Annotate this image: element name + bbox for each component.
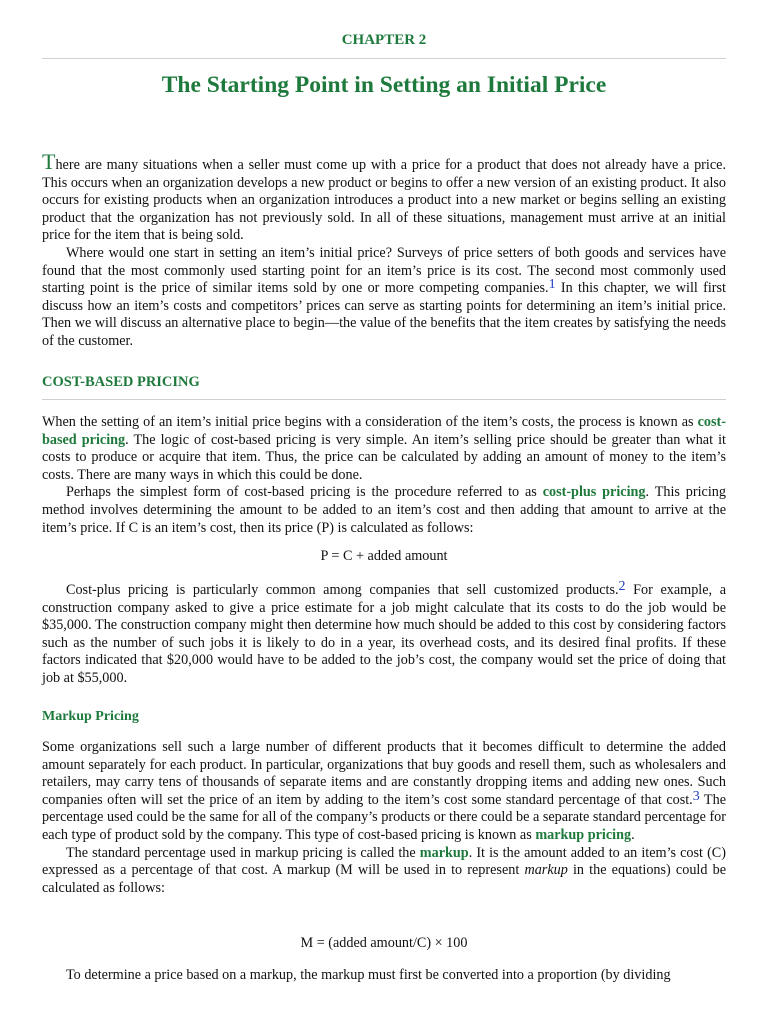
- term-cost-based-pricing: cost-based pricing: [42, 414, 726, 448]
- markup-paragraph-2: The standard percentage used in markup pricing is called the markup. It is the amount added to an item’s cost (C) expressed as a percentage of that cost. A markup (M will be used in to represent markup in the equations) could be calculated as follows:: [42, 844, 726, 896]
- cost-plus-text: [42, 579, 726, 688]
- chapter-title: The Starting Point in Setting an Initial Price: [161, 72, 607, 98]
- section-divider: [42, 399, 726, 400]
- section-heading-cost-based: COST-BASED PRICING: [42, 374, 200, 390]
- header-divider: [42, 58, 726, 59]
- markup-text: [42, 739, 726, 897]
- markup-paragraph-3: To determine a price based on a markup, the markup must first be converted into a proportion (by dividing: [66, 967, 671, 983]
- term-markup-pricing: markup pricing: [535, 826, 632, 843]
- intro-section: [42, 149, 726, 351]
- cost-based-paragraph-1: When the setting of an item’s initial price begins with a consideration of the item’s costs, the process is known as cost-based pricing. The logic of cost-based pricing is very simple. An item’s selling price should be greater than what it costs to produce or acquire that item. Thus, the price can be calculated by adding an amount of money to the item’s costs. There are many ways in which this could be done.: [42, 414, 726, 483]
- subsection-heading-markup: Markup Pricing: [42, 709, 139, 724]
- drop-cap: T: [42, 149, 56, 174]
- cost-based-paragraph-2: Perhaps the simplest form of cost-based pricing is the procedure referred to as cost-plus pricing. This pricing method involves determining the amount to be added to an item’s cost and then adding that amount to arrive at the item’s price. If C is an item’s cost, then its price (P) is calculated as follows:: [42, 484, 726, 536]
- footnote-ref-1[interactable]: 1: [548, 277, 556, 293]
- term-markup: markup: [419, 844, 469, 861]
- term-cost-plus-pricing: cost-plus pricing: [542, 484, 646, 501]
- italic-markup: markup: [524, 862, 568, 879]
- markup-continuation: [42, 967, 726, 985]
- cost-based-text: [42, 414, 726, 537]
- intro-paragraph-2: Where would one start in setting an item’s initial price? Surveys of price setters of both goods and services have found that the most commonly used starting point for an item’s price is its cost. The second most commonly used starting point is the price of similar items sold by one or more competing companies.$^1$ In this chapter, we will first discuss how an item’s costs and competitors’ prices can serve as starting points for determining an item’s initial price. Then we will discuss an alternative place to begin—the value of the benefits that the item creates by satisfying the needs of the customer.: [42, 244, 726, 349]
- markup-paragraph-1: Some organizations sell such a large number of different products that it becomes difficult to determine the added amount separately for each product. In particular, organizations that buy goods and resell them, such as wholesalers and retailers, may carry tens of thousands of separate items and are constantly dropping items and adding new ones. Such companies often will set the price of an item by adding to the item’s cost some standard percentage of that cost.$^3$ The percentage used could be the same for all of the company’s products or there could be a separate standard percentage for each type of product sold by the company. This type of cost-based pricing is known as markup pricing.: [42, 739, 726, 843]
- footnote-ref-2[interactable]: 2: [618, 579, 626, 594]
- intro-paragraph-1: There are many situations when a seller must come up with a price for a product that does not already have a price. This occurs when an organization develops a new product or begins to offer a new version of an existing product. It also occurs for existing products when an organization introduces a product into a new market or begins selling an existing product that the organization has not previously sold. In all of these situations, management must arrive at an initial price for the item that is being sold.: [42, 149, 726, 244]
- footnote-ref-3[interactable]: 3: [692, 788, 700, 804]
- formula-markup: M = (added amount/C) × 100: [300, 935, 468, 951]
- chapter-label: CHAPTER 2: [341, 32, 427, 48]
- formula-price: P = C + added amount: [320, 548, 448, 564]
- cost-based-paragraph-3: Cost-plus pricing is particularly common among companies that sell customized products.$^2$ For example, a construction company asked to give a price estimate for a job might calculate that its costs to do the job would be $35,000. The construction company might then determine how much should be added to this cost by considering factors such as the number of such jobs it is likely to do in a year, its overhead costs, and its desired final profits. If these factors indicated that $20,000 would have to be added to the job’s cost, the company would set the price of doing that job at $55,000.: [42, 579, 726, 686]
